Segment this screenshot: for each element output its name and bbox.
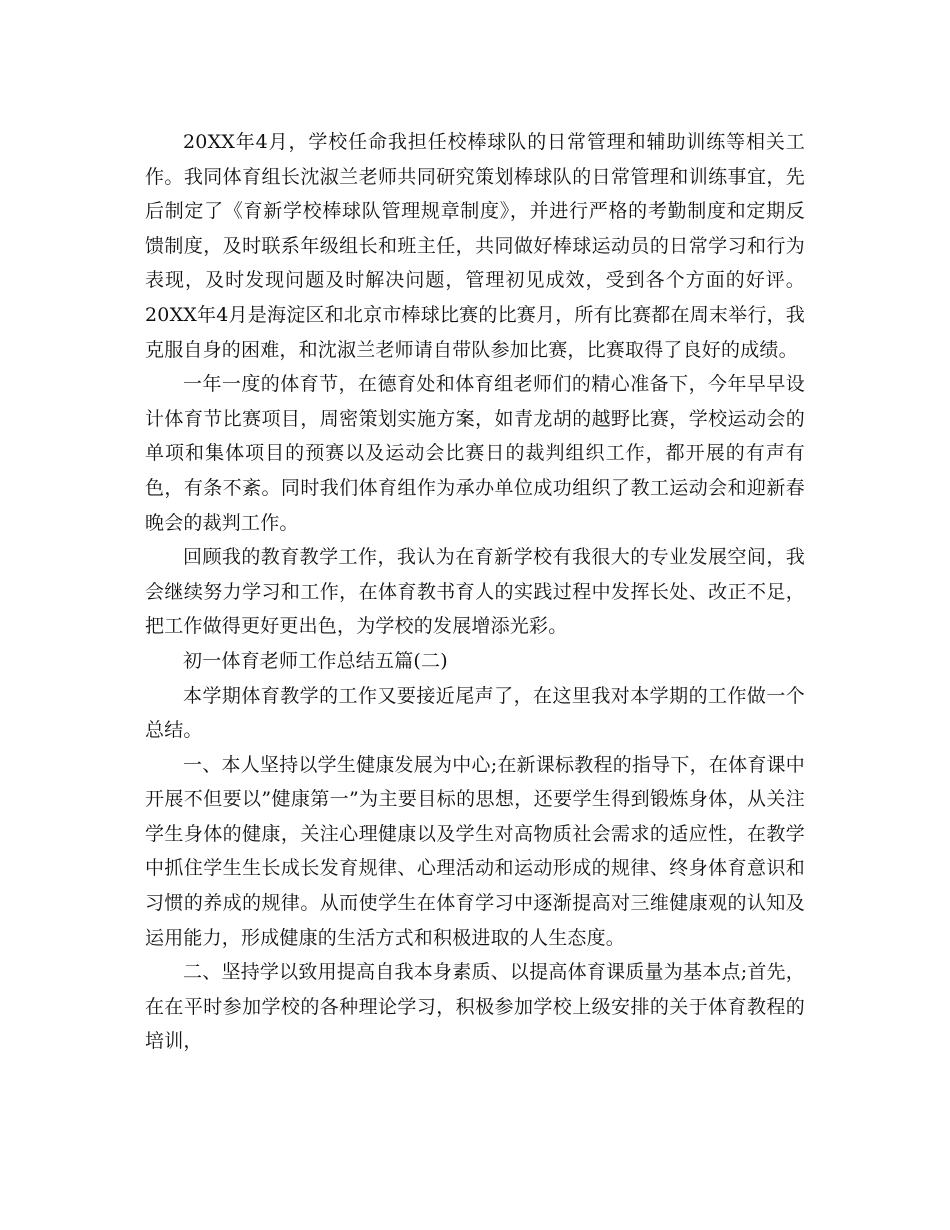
document-body [145, 125, 805, 1059]
paragraph-point-one: 一、本人坚持以学生健康发展为中心;在新课标教程的指导下，在体育课中开展不但要以”健康第一”为主要目标的思想，还要学生得到锻炼身体，从关注学生身体的健康，关注心理健康以及学生对高物质社会需求的适应性，在教学中抓住学生生长成长发育规律、心理活动和运动形成的规律、终身体育意识和习惯的养成的规律。从而使学生在体育学习中逐渐提高对三维健康观的认知及运用能力，形成健康的生活方式和积极进取的人生态度。 [145, 753, 805, 949]
section-heading: 初一体育老师工作总结五篇(二) [183, 649, 448, 672]
paragraph-sports-festival: 一年一度的体育节，在德育处和体育组老师们的精心准备下，今年早早设计体育节比赛项目，周密策划实施方案，如青龙胡的越野比赛，学校运动会的单项和集体项目的预赛以及运动会比赛日的裁判组织工作，都开展的有声有色，有条不紊。同时我们体育组作为承办单位成功组织了教工运动会和迎新春晚会的裁判工作。 [145, 373, 805, 534]
paragraph-semester-intro: 本学期体育教学的工作又要接近尾声了，在这里我对本学期的工作做一个总结。 [145, 684, 805, 742]
paragraph-point-two: 二、坚持学以致用提高自我本身素质、以提高体育课质量为基本点;首先，在在平时参加学校的各种理论学习，积极参加学校上级安排的关于体育教程的培训， [145, 961, 805, 1053]
paragraph-review: 回顾我的教育教学工作，我认为在育新学校有我很大的专业发展空间，我会继续努力学习和工作，在体育教书育人的实践过程中发挥长处、改正不足，把工作做得更好更出色，为学校的发展增添光彩。 [145, 546, 805, 638]
paragraph-baseball-team: 20XX年4月，学校任命我担任校棒球队的日常管理和辅助训练等相关工作。我同体育组长沈淑兰老师共同研究策划棒球队的日常管理和训练事宜，先后制定了《育新学校棒球队管理规章制度》，并进行严格的考勤制度和定期反馈制度，及时联系年级组长和班主任，共同做好棒球运动员的日常学习和行为表现，及时发现问题及时解决问题，管理初见成效，受到各个方面的好评。20XX年4月是海淀区和北京市棒球比赛的比赛月，所有比赛都在周末举行，我克服自身的困难，和沈淑兰老师请自带队参加比赛，比赛取得了良好的成绩。 [145, 131, 805, 361]
